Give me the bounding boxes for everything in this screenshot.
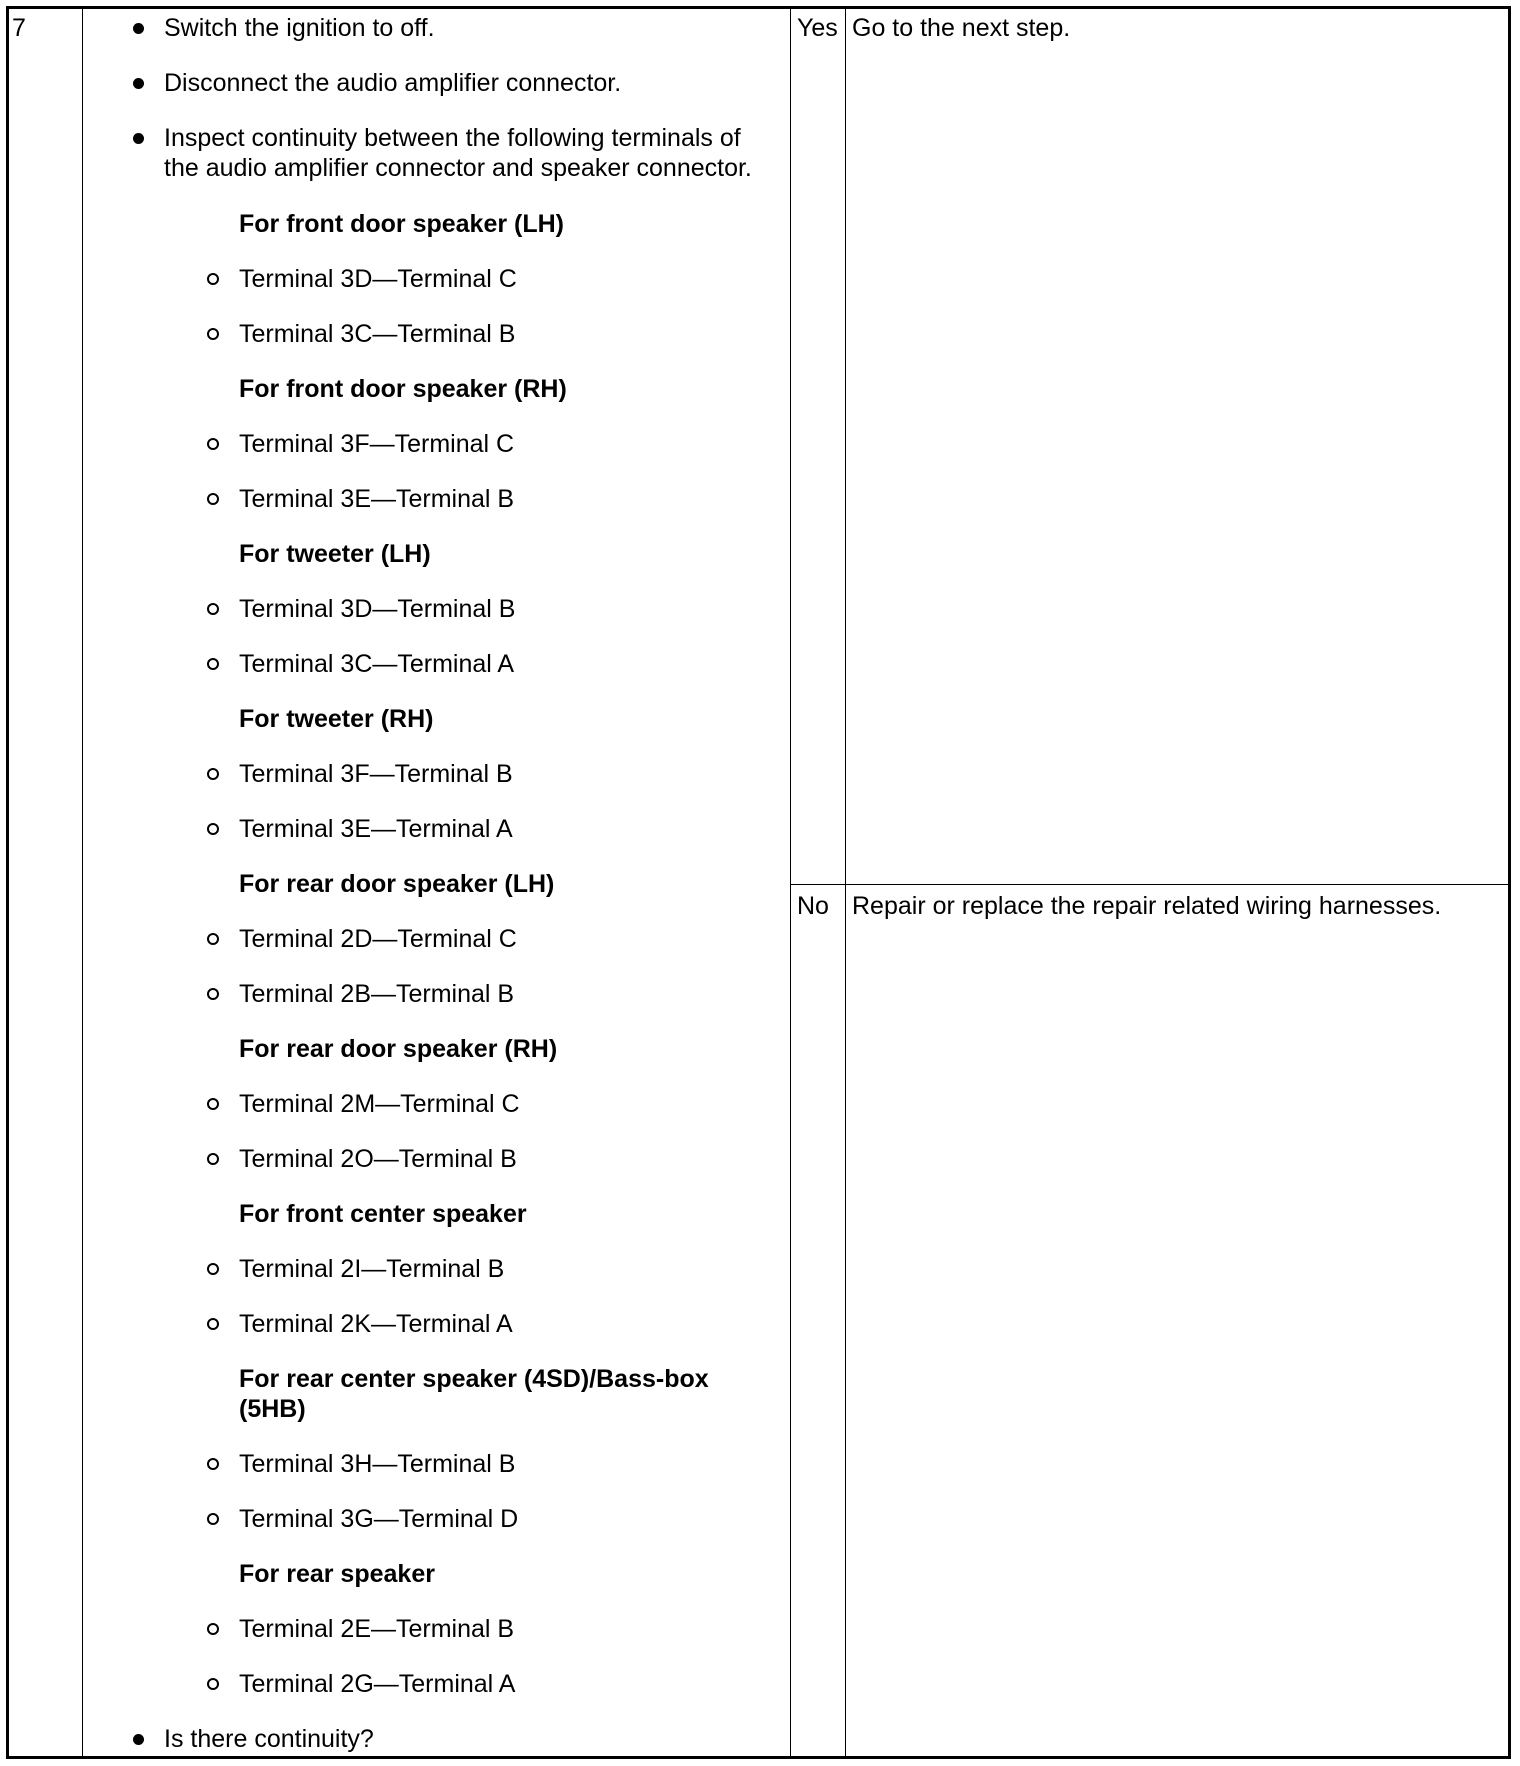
question-text: Is there continuity? (164, 1725, 374, 1753)
terminal-pair: Terminal 2G—Terminal A (239, 1670, 516, 1698)
circle-bullet-icon (207, 1623, 219, 1635)
terminal-pair: Terminal 2K—Terminal A (239, 1310, 513, 1338)
circle-bullet-icon (207, 1678, 219, 1690)
instruction-text: Switch the ignition to off. (164, 14, 435, 42)
circle-bullet-icon (207, 1153, 219, 1165)
circle-bullet-icon (207, 658, 219, 670)
terminal-pair: Terminal 3D—Terminal C (239, 265, 517, 293)
terminal-pair: Terminal 2M—Terminal C (239, 1090, 520, 1118)
column-divider (82, 6, 83, 1759)
group-heading: For tweeter (RH) (239, 705, 434, 733)
circle-bullet-icon (207, 823, 219, 835)
terminal-pair: Terminal 2D—Terminal C (239, 925, 517, 953)
group-heading: For front door speaker (LH) (239, 210, 565, 238)
terminal-pair: Terminal 2B—Terminal B (239, 980, 515, 1008)
yes-action: Go to the next step. (852, 14, 1071, 42)
circle-bullet-icon (207, 273, 219, 285)
terminal-pair: Terminal 3C—Terminal B (239, 320, 516, 348)
step-number: 7 (12, 14, 26, 42)
circle-bullet-icon (207, 1513, 219, 1525)
group-heading: For rear center speaker (4SD)/Bass-box (239, 1365, 709, 1393)
terminal-pair: Terminal 3H—Terminal B (239, 1450, 516, 1478)
circle-bullet-icon (207, 988, 219, 1000)
bullet-icon (133, 133, 144, 144)
terminal-pair: Terminal 3D—Terminal B (239, 595, 516, 623)
bullet-icon (133, 78, 144, 89)
yes-label: Yes (797, 14, 838, 42)
terminal-pair: Terminal 3G—Terminal D (239, 1505, 519, 1533)
column-divider (790, 6, 791, 1759)
no-label: No (797, 892, 829, 920)
circle-bullet-icon (207, 438, 219, 450)
circle-bullet-icon (207, 768, 219, 780)
no-action: Repair or replace the repair related wiring harnesses. (852, 892, 1442, 920)
group-heading: (5HB) (239, 1395, 306, 1423)
terminal-pair: Terminal 2E—Terminal B (239, 1615, 515, 1643)
terminal-pair: Terminal 2I—Terminal B (239, 1255, 505, 1283)
circle-bullet-icon (207, 603, 219, 615)
terminal-pair: Terminal 3F—Terminal B (239, 760, 513, 788)
group-heading: For rear door speaker (LH) (239, 870, 555, 898)
circle-bullet-icon (207, 328, 219, 340)
terminal-pair: Terminal 2O—Terminal B (239, 1145, 517, 1173)
terminal-pair: Terminal 3F—Terminal C (239, 430, 515, 458)
bullet-icon (133, 1734, 144, 1745)
group-heading: For front door speaker (RH) (239, 375, 567, 403)
terminal-pair: Terminal 3C—Terminal A (239, 650, 515, 678)
group-heading: For front center speaker (239, 1200, 527, 1228)
group-heading: For tweeter (LH) (239, 540, 431, 568)
terminal-pair: Terminal 3E—Terminal B (239, 485, 515, 513)
column-divider (845, 6, 846, 1759)
procedure-table (6, 6, 1511, 1759)
row-divider (790, 884, 1511, 885)
instruction-text: Disconnect the audio amplifier connector. (164, 69, 622, 97)
terminal-pair: Terminal 3E—Terminal A (239, 815, 513, 843)
group-heading: For rear door speaker (RH) (239, 1035, 558, 1063)
bullet-icon (133, 23, 144, 34)
circle-bullet-icon (207, 1318, 219, 1330)
circle-bullet-icon (207, 933, 219, 945)
circle-bullet-icon (207, 493, 219, 505)
circle-bullet-icon (207, 1098, 219, 1110)
group-heading: For rear speaker (239, 1560, 435, 1588)
circle-bullet-icon (207, 1458, 219, 1470)
instruction-text: the audio amplifier connector and speaker connector. (164, 154, 752, 182)
circle-bullet-icon (207, 1263, 219, 1275)
instruction-text: Inspect continuity between the following terminals of (164, 124, 741, 152)
